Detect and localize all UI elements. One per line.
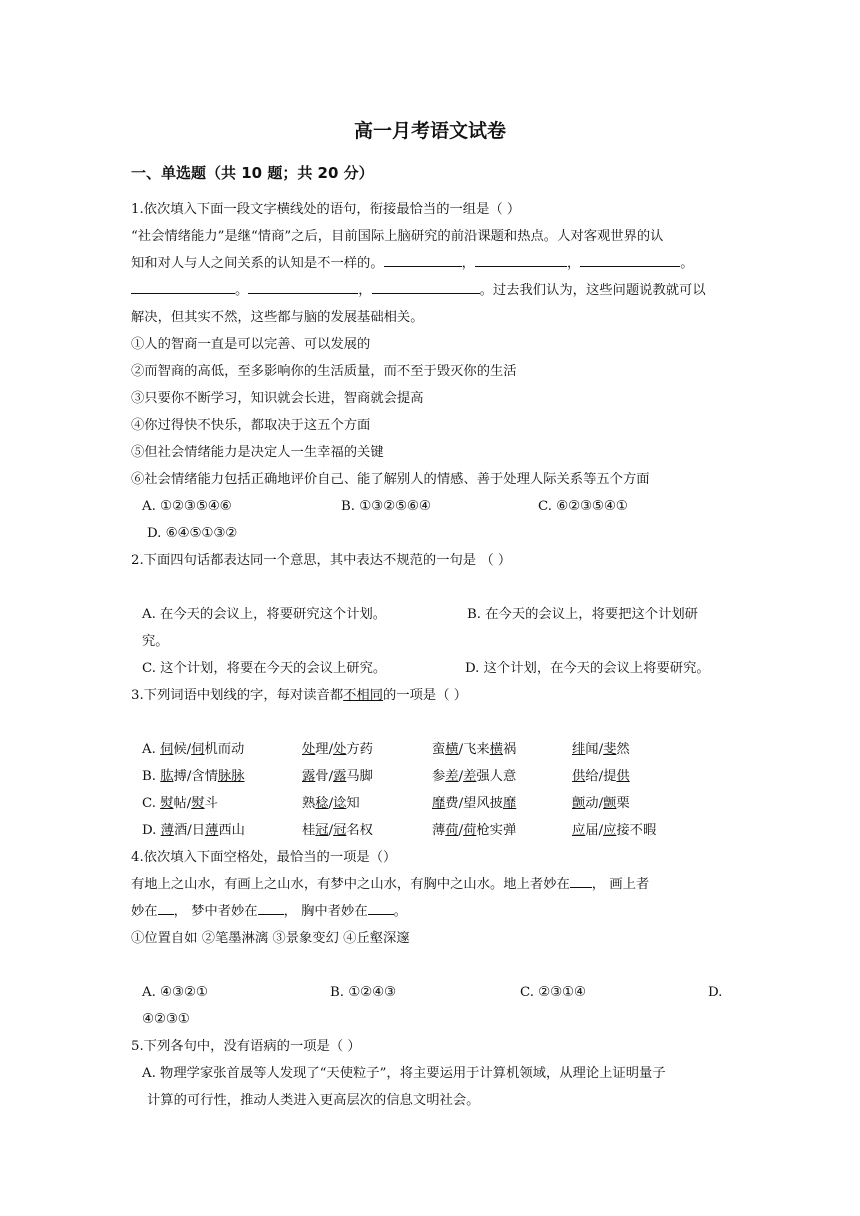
q3-stem-underlined: 不相同 xyxy=(343,688,384,703)
fill-blank xyxy=(158,899,174,915)
q3-pair: 供给/提供 xyxy=(572,769,630,784)
q1-item: ①人的智商一直是可以完善、可以发展的 xyxy=(131,337,371,352)
q4-passage-line xyxy=(131,871,731,898)
q4-passage-text: ， 梦中者妙在 xyxy=(173,904,258,919)
q3-pair: 处理/处方药 xyxy=(302,742,373,757)
q3-stem-text: 的一项是（ ） xyxy=(383,688,468,703)
q3-option-d xyxy=(131,817,731,844)
q3-option-b xyxy=(131,763,731,790)
q1-passage-text: 知和对人与人之间关系的认知是不一样的。 xyxy=(131,256,384,271)
q4-option-d: D. xyxy=(708,985,723,1000)
page-title: 高一月考语文试卷 xyxy=(353,120,506,142)
q3-pair: 薄荷/荷枪实弹 xyxy=(432,823,517,838)
fill-blank xyxy=(258,899,284,915)
q1-item: ④你过得快不快乐，都取决于这五个方面 xyxy=(131,418,371,433)
q4-option-a: A. ④③②① xyxy=(142,985,208,1000)
q3-pair: D. 薄酒/日薄西山 xyxy=(142,823,245,838)
section-heading: 一、单选题（共 10 题；共 20 分） xyxy=(131,164,374,182)
q2-stem: 2.下面四句话都表达同一个意思，其中表达不规范的一句是 （ ） xyxy=(131,553,512,568)
fill-blank xyxy=(372,278,480,294)
q2-options xyxy=(131,655,731,682)
q1-passage-line: 。 ， 。过去我们认为，这些问题说教就可以 xyxy=(131,277,731,304)
q1-option-c: C. ⑥②③⑤④① xyxy=(538,499,628,514)
q3-pair: 桂冠/冠名权 xyxy=(302,823,373,838)
q3-option-c xyxy=(131,790,731,817)
q2-option-d: D. 这个计划，在今天的会议上将要研究。 xyxy=(465,661,710,676)
q3-pair: 露骨/露马脚 xyxy=(302,769,373,784)
q3-pair: B. 肱搏/含情脉脉 xyxy=(142,769,245,784)
q3-option-a xyxy=(131,736,731,763)
fill-blank xyxy=(475,251,567,267)
q1-option-d: D. ⑥④⑤①③② xyxy=(147,526,238,541)
q4-passage-text: ， 胸中者妙在 xyxy=(283,904,368,919)
q2-options xyxy=(131,601,731,628)
fill-blank xyxy=(368,899,394,915)
exam-content xyxy=(131,196,731,1114)
q1-passage-text: 。过去我们认为，这些问题说教就可以 xyxy=(479,283,706,298)
q2-option-a: A. 在今天的会议上，将要研究这个计划。 xyxy=(142,607,387,622)
q1-option-a: A. ①②③⑤④⑥ xyxy=(142,499,232,514)
q2-option-b-cont: 究。 xyxy=(142,634,169,649)
q2-option-c: C. 这个计划，将要在今天的会议上研究。 xyxy=(142,661,387,676)
q1-item: ⑥社会情绪能力包括正确地评价自己、能了解别人的情感、善于处理人际关系等五个方面 xyxy=(131,472,650,487)
q3-stem xyxy=(131,682,731,709)
q5-option-a-cont: 计算的可行性，推动人类进入更高层次的信息文明社会。 xyxy=(147,1093,480,1108)
q3-pair: 熟稔/谂知 xyxy=(302,796,360,811)
q4-passage-text: 有地上之山水，有画上之山水，有梦中之山水，有胸中之山水。地上者妙在 xyxy=(131,877,570,892)
q4-stem: 4.依次填入下面空格处，最恰当的一项是（） xyxy=(131,850,397,865)
q4-passage-text: 妙在 xyxy=(131,904,158,919)
q3-pair: 靡费/望风披靡 xyxy=(432,796,517,811)
q1-options xyxy=(131,493,731,520)
q4-passage-text: 。 xyxy=(393,904,407,919)
fill-blank xyxy=(248,278,358,294)
q4-options xyxy=(131,979,731,1006)
fill-blank xyxy=(580,251,680,267)
q1-passage-line: 知和对人与人之间关系的认知是不一样的。 ， ， 。 xyxy=(131,250,731,277)
q4-passage-line xyxy=(131,898,731,925)
q3-pair: 颤动/颤栗 xyxy=(572,796,630,811)
q1-passage-line: “社会情绪能力”是继“情商”之后，目前国际上脑研究的前沿课题和热点。人对客观世界的认 xyxy=(131,229,664,244)
fill-blank xyxy=(384,251,462,267)
q3-pair: 绯闻/斐然 xyxy=(572,742,630,757)
q4-option-d-cont: ④②③① xyxy=(142,1012,190,1027)
q1-stem: 1.依次填入下面一段文字横线处的语句，衔接最恰当的一组是（ ） xyxy=(131,202,521,217)
q4-passage-text: ， 画上者 xyxy=(591,877,650,892)
q3-pair: C. 熨帖/熨斗 xyxy=(142,796,218,811)
q4-items: ①位置自如 ②笔墨淋漓 ③景象变幻 ④丘壑深邃 xyxy=(131,931,410,946)
q3-pair: 参差/差强人意 xyxy=(432,769,517,784)
q3-stem-text: 3.下列词语中划线的字，每对读音都 xyxy=(131,688,344,703)
q1-option-b: B. ①③②⑤⑥④ xyxy=(341,499,431,514)
q3-pair: 蛮横/飞来横祸 xyxy=(432,742,517,757)
q4-option-c: C. ②③①④ xyxy=(520,985,586,1000)
fill-blank xyxy=(131,278,235,294)
q4-option-b: B. ①②④③ xyxy=(330,985,396,1000)
q3-pair: A. 伺候/伺机而动 xyxy=(142,742,245,757)
q2-option-b: B. 在今天的会议上，将要把这个计划研 xyxy=(467,607,698,622)
q1-passage-line: 解决，但其实不然，这些都与脑的发展基础相关。 xyxy=(131,310,424,325)
q1-item: ③只要你不断学习，知识就会长进，智商就会提高 xyxy=(131,391,424,406)
q1-item: ⑤但社会情绪能力是决定人一生幸福的关键 xyxy=(131,445,384,460)
fill-blank xyxy=(570,872,592,888)
q5-option-a: A. 物理学家张首晟等人发现了“天使粒子”，将主要运用于计算机领域，从理论上证明量子 xyxy=(142,1066,666,1081)
q3-pair: 应届/应接不暇 xyxy=(572,823,657,838)
q5-stem: 5.下列各句中，没有语病的一项是（ ） xyxy=(131,1039,361,1054)
q1-item: ②而智商的高低，至多影响你的生活质量，而不至于毁灭你的生活 xyxy=(131,364,517,379)
